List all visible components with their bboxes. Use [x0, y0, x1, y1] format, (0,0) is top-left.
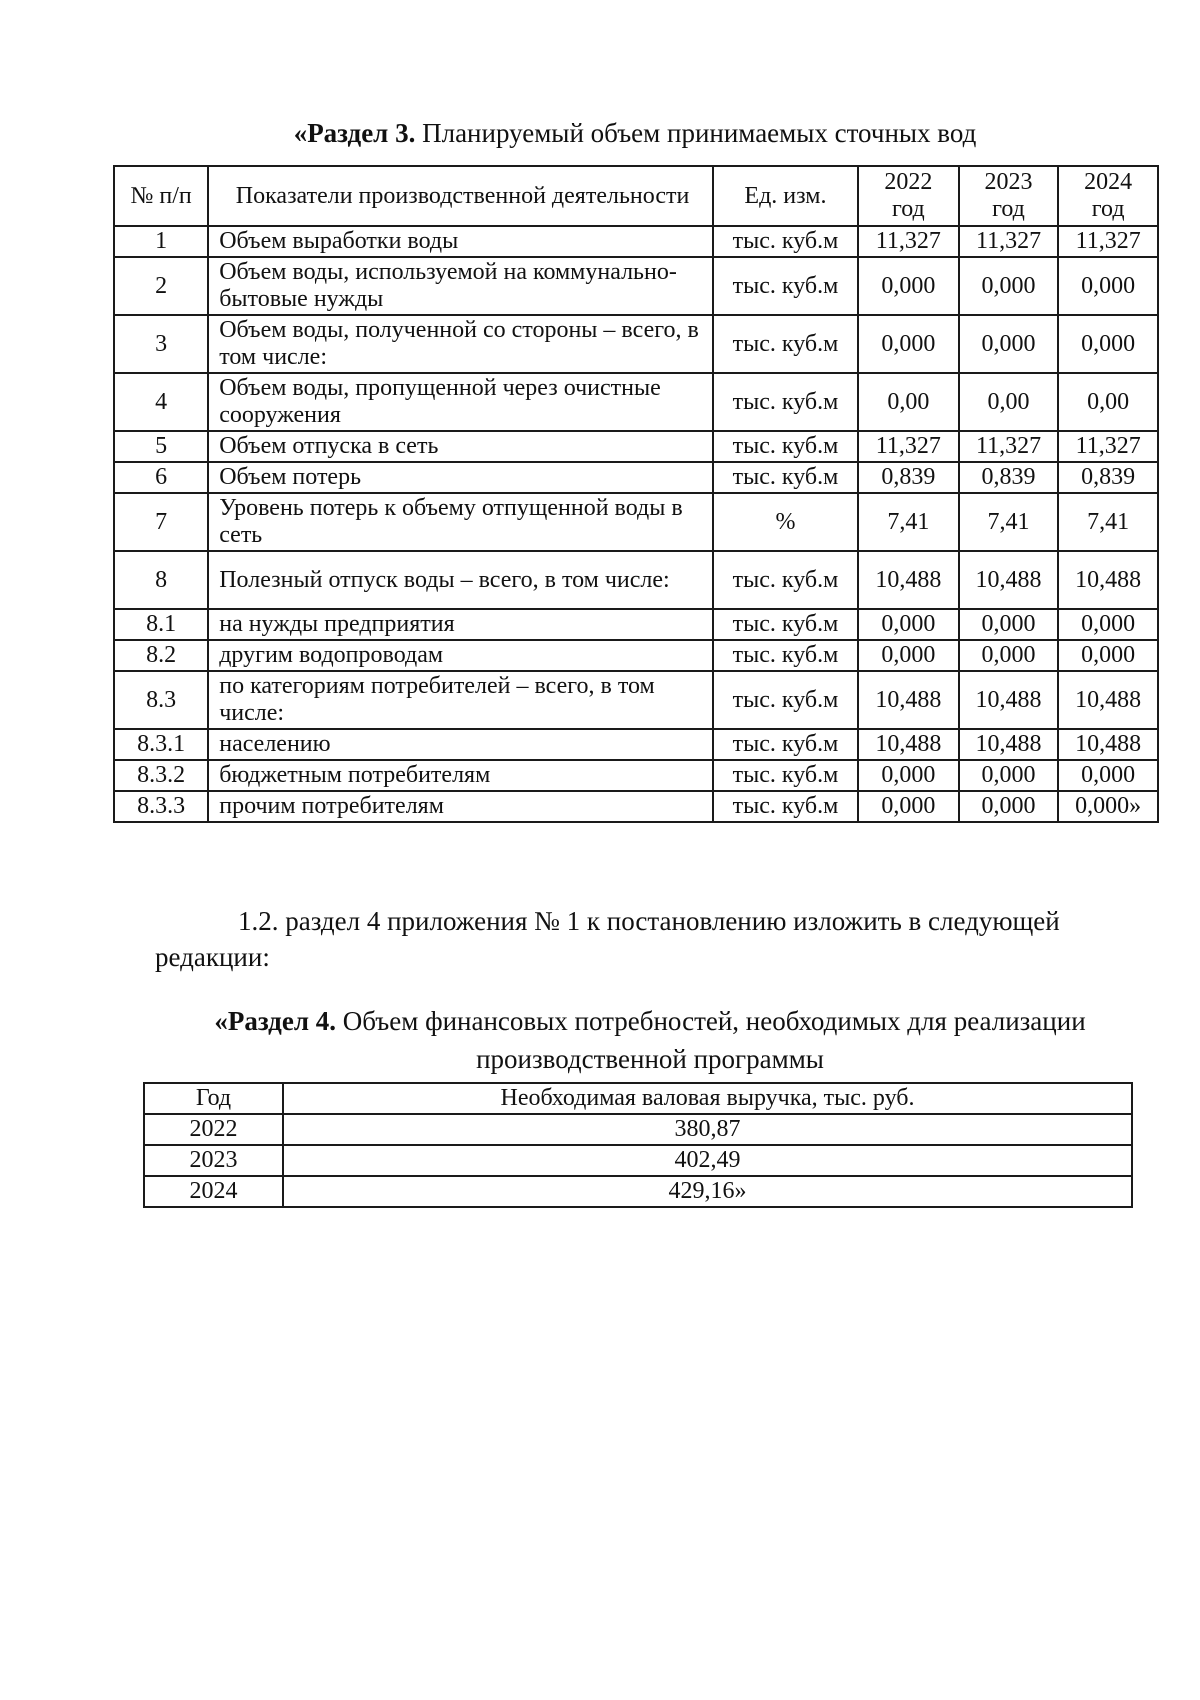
row-value-2022: 11,327 [858, 226, 959, 257]
row-number: 8.1 [114, 609, 208, 640]
row-value-2023: 10,488 [959, 551, 1059, 609]
row-number: 8.3 [114, 671, 208, 729]
row-unit: тыс. куб.м [713, 791, 858, 822]
header-unit: Ед. изм. [713, 166, 858, 226]
row-value-2023: 10,488 [959, 729, 1059, 760]
header-year-2024: 2024 год [1058, 166, 1158, 226]
section-4-title [170, 1002, 1130, 1078]
table-row [114, 671, 1158, 729]
row-value-2024: 7,41 [1058, 493, 1158, 551]
section-4-title-text: Объем финансовых потребностей, необходимых для реализации производственной программы [335, 1006, 1086, 1074]
row-value-2024: 0,000 [1058, 257, 1158, 315]
row-value-2023: 7,41 [959, 493, 1059, 551]
row-value-2023: 0,000 [959, 609, 1059, 640]
row-value-2023: 0,000 [959, 760, 1059, 791]
row-year: 2023 [144, 1145, 283, 1176]
row-unit: тыс. куб.м [713, 257, 858, 315]
row-value-2023: 0,000 [959, 315, 1059, 373]
production-indicators-table [113, 165, 1159, 823]
row-year: 2022 [144, 1114, 283, 1145]
row-number: 7 [114, 493, 208, 551]
row-value-2022: 0,000 [858, 760, 959, 791]
row-unit: тыс. куб.м [713, 226, 858, 257]
row-number: 8.2 [114, 640, 208, 671]
table-row [114, 315, 1158, 373]
row-value-2022: 0,00 [858, 373, 959, 431]
header-num: № п/п [114, 166, 208, 226]
table-row [114, 257, 1158, 315]
row-value-2024: 0,000 [1058, 609, 1158, 640]
row-value-2022: 0,000 [858, 791, 959, 822]
row-value-2023: 0,000 [959, 257, 1059, 315]
header-year-2022: 2022 год [858, 166, 959, 226]
row-unit: тыс. куб.м [713, 760, 858, 791]
section-4-title-bold: «Раздел 4. [214, 1006, 336, 1036]
row-value-2023: 11,327 [959, 431, 1059, 462]
row-indicator: Объем воды, полученной со стороны – всего, в том числе: [208, 315, 713, 373]
row-indicator: населению [208, 729, 713, 760]
table-row [144, 1145, 1132, 1176]
section-3-title-text: Планируемый объем принимаемых сточных вод [415, 118, 977, 148]
table-row [144, 1176, 1132, 1207]
row-year: 2024 [144, 1176, 283, 1207]
row-value-2022: 10,488 [858, 551, 959, 609]
row-revenue: 402,49 [283, 1145, 1132, 1176]
table-row [114, 373, 1158, 431]
row-value-2023: 0,000 [959, 791, 1059, 822]
row-unit: тыс. куб.м [713, 609, 858, 640]
row-value-2024: 11,327 [1058, 431, 1158, 462]
row-value-2022: 0,000 [858, 640, 959, 671]
row-number: 8 [114, 551, 208, 609]
row-revenue: 380,87 [283, 1114, 1132, 1145]
row-value-2024: 10,488 [1058, 671, 1158, 729]
row-number: 5 [114, 431, 208, 462]
row-number: 3 [114, 315, 208, 373]
row-value-2024: 10,488 [1058, 729, 1158, 760]
row-unit: тыс. куб.м [713, 671, 858, 729]
row-value-2023: 11,327 [959, 226, 1059, 257]
row-unit: тыс. куб.м [713, 315, 858, 373]
row-number: 8.3.1 [114, 729, 208, 760]
row-unit: % [713, 493, 858, 551]
row-revenue: 429,16» [283, 1176, 1132, 1207]
row-indicator: Объем отпуска в сеть [208, 431, 713, 462]
row-unit: тыс. куб.м [713, 431, 858, 462]
table-row [114, 493, 1158, 551]
row-indicator: Полезный отпуск воды – всего, в том числе: [208, 551, 713, 609]
row-indicator: бюджетным потребителям [208, 760, 713, 791]
section-3-title-bold: «Раздел 3. [293, 118, 416, 148]
row-value-2022: 0,000 [858, 257, 959, 315]
row-value-2024: 0,839 [1058, 462, 1158, 493]
table-row [114, 760, 1158, 791]
row-indicator: Объем выработки воды [208, 226, 713, 257]
table-row [114, 462, 1158, 493]
financial-needs-table [143, 1082, 1133, 1208]
row-indicator: Объем воды, пропущенной через очистные сооружения [208, 373, 713, 431]
row-unit: тыс. куб.м [713, 373, 858, 431]
row-value-2024: 0,00 [1058, 373, 1158, 431]
section-3-title [0, 116, 1200, 150]
header-revenue: Необходимая валовая выручка, тыс. руб. [283, 1083, 1132, 1114]
row-indicator: Объем воды, используемой на коммунально-бытовые нужды [208, 257, 713, 315]
row-unit: тыс. куб.м [713, 729, 858, 760]
table-body [144, 1114, 1132, 1207]
row-value-2023: 0,00 [959, 373, 1059, 431]
table-row [144, 1114, 1132, 1145]
table-row [114, 551, 1158, 609]
row-value-2024: 11,327 [1058, 226, 1158, 257]
row-value-2024: 10,488 [1058, 551, 1158, 609]
row-value-2022: 11,327 [858, 431, 959, 462]
row-indicator: на нужды предприятия [208, 609, 713, 640]
table-row [114, 729, 1158, 760]
row-indicator: по категориям потребителей – всего, в том числе: [208, 671, 713, 729]
row-unit: тыс. куб.м [713, 462, 858, 493]
amendment-paragraph: 1.2. раздел 4 приложения № 1 к постановлению изложить в следующей редакции: [155, 906, 1060, 972]
row-unit: тыс. куб.м [713, 551, 858, 609]
row-value-2022: 0,000 [858, 609, 959, 640]
table-row [114, 431, 1158, 462]
row-value-2022: 7,41 [858, 493, 959, 551]
row-indicator: другим водопроводам [208, 640, 713, 671]
table-header-row [144, 1083, 1132, 1114]
row-number: 6 [114, 462, 208, 493]
row-value-2022: 10,488 [858, 671, 959, 729]
row-indicator: прочим потребителям [208, 791, 713, 822]
row-number: 2 [114, 257, 208, 315]
row-value-2022: 0,839 [858, 462, 959, 493]
header-year-2023: 2023 год [959, 166, 1059, 226]
row-number: 8.3.2 [114, 760, 208, 791]
row-value-2024: 0,000 [1058, 640, 1158, 671]
table-row [114, 640, 1158, 671]
header-year: Год [144, 1083, 283, 1114]
header-indicator: Показатели производственной деятельности [208, 166, 713, 226]
row-indicator: Уровень потерь к объему отпущенной воды в сеть [208, 493, 713, 551]
row-value-2024: 0,000 [1058, 315, 1158, 373]
row-value-2024: 0,000 [1058, 760, 1158, 791]
table-body [114, 226, 1158, 822]
row-value-2023: 10,488 [959, 671, 1059, 729]
row-number: 1 [114, 226, 208, 257]
row-number: 4 [114, 373, 208, 431]
table-row [114, 791, 1158, 822]
row-value-2022: 10,488 [858, 729, 959, 760]
row-number: 8.3.3 [114, 791, 208, 822]
table-row [114, 609, 1158, 640]
row-unit: тыс. куб.м [713, 640, 858, 671]
row-value-2023: 0,000 [959, 640, 1059, 671]
row-value-2024: 0,000» [1058, 791, 1158, 822]
table-header-row [114, 166, 1158, 226]
row-value-2022: 0,000 [858, 315, 959, 373]
row-indicator: Объем потерь [208, 462, 713, 493]
table-row [114, 226, 1158, 257]
row-value-2023: 0,839 [959, 462, 1059, 493]
